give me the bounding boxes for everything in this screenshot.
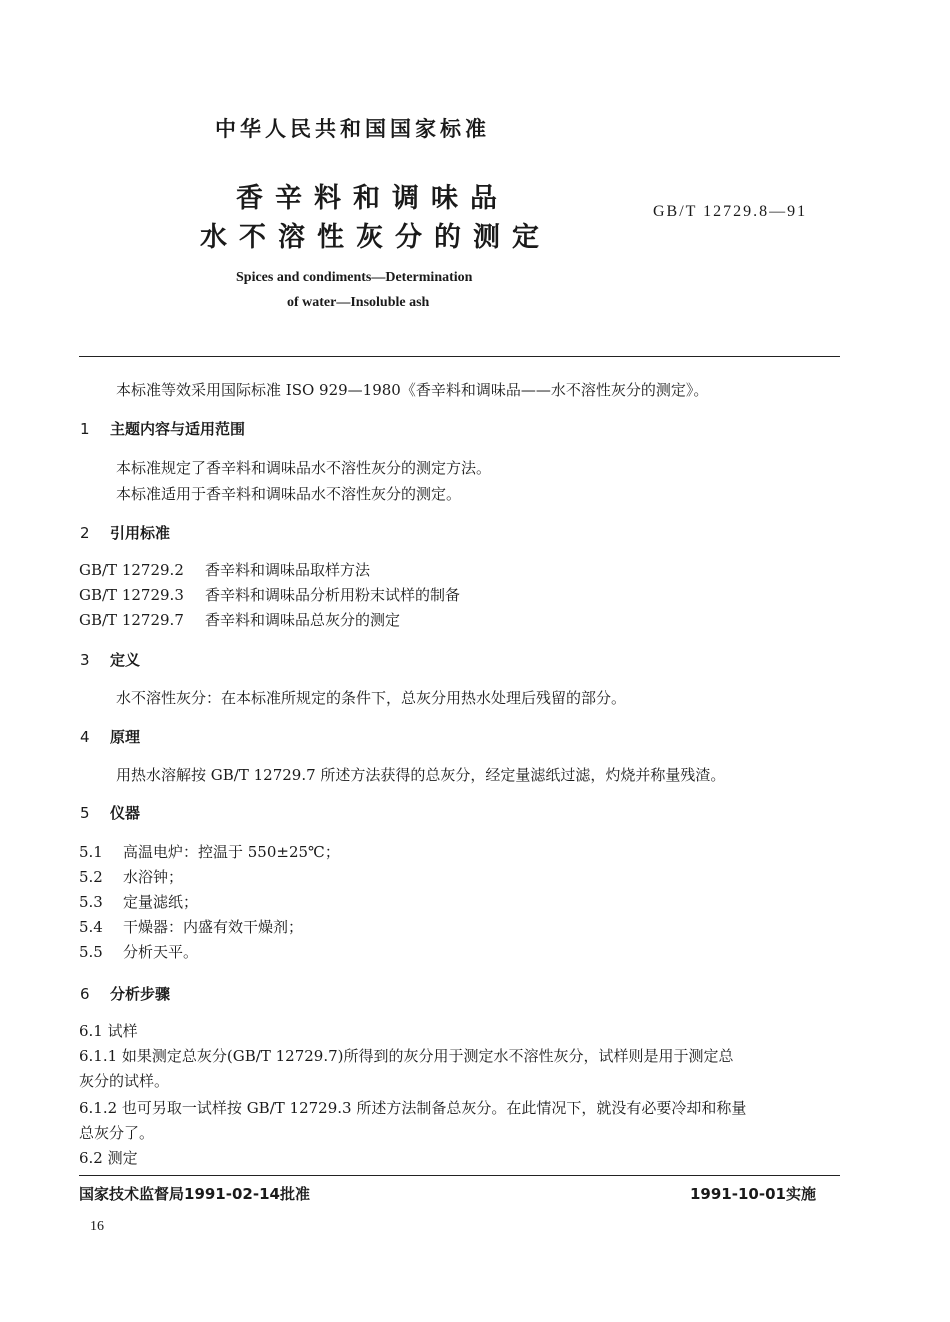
item-number: 5.3 (79, 893, 103, 911)
page-number: 16 (90, 1219, 104, 1234)
section-3-paragraph: 水不溶性灰分：在本标准所规定的条件下，总灰分用热水处理后残留的部分。 (116, 689, 627, 707)
item-number: 5.2 (79, 868, 103, 886)
section-title: 仪器 (110, 804, 141, 822)
reference-row (79, 559, 370, 580)
section-1-heading (80, 418, 245, 439)
clause-6-1-2-line-2: 总灰分了。 (79, 1124, 155, 1142)
section-title: 分析步骤 (110, 985, 171, 1003)
footer-divider (79, 1175, 840, 1176)
section-number: 2 (80, 524, 90, 542)
reference-name: 香辛料和调味品 (205, 586, 311, 604)
reference-row (79, 584, 460, 605)
approval-line: 国家技术监督局1991-02-14批准 (79, 1185, 310, 1203)
national-standard-heading: 中华人民共和国国家标准 (215, 117, 490, 141)
section-title: 主题内容与适用范围 (110, 420, 246, 438)
clause-6-1-1-line-1: 6.1.1 如果测定总灰分(GB/T 12729.7)所得到的灰分用于测定水不溶性灰分，试样则是用于测定总 (79, 1047, 734, 1065)
section-number: 3 (80, 651, 90, 669)
item-text: 定量滤纸； (123, 893, 199, 911)
subsection-6-2: 6.2 测定 (79, 1149, 138, 1167)
english-title-line-2: of water—Insoluble ash (287, 295, 430, 310)
clause-6-1-2-line-1: 6.1.2 也可另取一试样按 GB/T 12729.3 所述方法制备总灰分。在此情况下，就没有必要冷却和称量 (79, 1099, 747, 1117)
item-number: 5.5 (79, 943, 103, 961)
section-4-heading (80, 726, 140, 747)
section-number: 5 (80, 804, 90, 822)
item-text: 水浴钟； (123, 868, 184, 886)
section-1-paragraph-2: 本标准适用于香辛料和调味品水不溶性灰分的测定。 (116, 485, 462, 503)
subsection-6-1: 6.1 试样 (79, 1022, 138, 1040)
apparatus-item (79, 866, 183, 887)
reference-name: 香辛料和调味品 (205, 561, 311, 579)
reference-name: 香辛料和调味品 (205, 611, 311, 629)
implementation-date: 1991-10-01实施 (690, 1185, 816, 1203)
apparatus-item (79, 841, 340, 862)
section-number: 4 (80, 728, 90, 746)
clause-6-1-1-line-2: 灰分的试样。 (79, 1072, 170, 1090)
section-4-paragraph: 用热水溶解按 GB/T 12729.7 所述方法获得的总灰分，经定量滤纸过滤，灼烧并称量残渣。 (116, 766, 726, 784)
item-number: 5.4 (79, 918, 103, 936)
section-number: 1 (80, 420, 90, 438)
apparatus-item (79, 941, 198, 962)
english-title-line-1: Spices and condiments—Determination (236, 270, 473, 285)
section-2-heading (80, 522, 170, 543)
reference-row (79, 609, 400, 630)
apparatus-item (79, 916, 303, 937)
item-text: 干燥器：内盛有效干燥剂； (123, 918, 304, 936)
reference-code: GB/T 12729.7 (79, 611, 184, 629)
section-1-paragraph-1: 本标准规定了香辛料和调味品水不溶性灰分的测定方法。 (116, 459, 492, 477)
reference-desc: 分析用粉末试样的制备 (310, 586, 461, 604)
section-5-heading (80, 802, 140, 823)
reference-code: GB/T 12729.3 (79, 586, 184, 604)
section-title: 定义 (110, 651, 141, 669)
header-divider (79, 356, 840, 357)
title-line-2: 水不溶性灰分的测定 (200, 222, 551, 253)
item-number: 5.1 (79, 843, 103, 861)
section-title: 原理 (110, 728, 141, 746)
reference-desc: 取样方法 (310, 561, 371, 579)
item-text: 高温电炉：控温于 550±25℃； (123, 843, 340, 861)
standard-code: GB/T 12729.8—91 (653, 203, 808, 220)
reference-code: GB/T 12729.2 (79, 561, 184, 579)
item-text: 分析天平。 (123, 943, 199, 961)
reference-desc: 总灰分的测定 (310, 611, 401, 629)
section-number: 6 (80, 985, 90, 1003)
apparatus-item (79, 891, 198, 912)
intro-paragraph: 本标准等效采用国际标准 ISO 929—1980《香辛料和调味品——水不溶性灰分的测定》。 (116, 381, 709, 399)
section-6-heading (80, 983, 170, 1004)
section-title: 引用标准 (110, 524, 171, 542)
section-3-heading (80, 649, 140, 670)
title-line-1: 香辛料和调味品 (236, 183, 509, 214)
